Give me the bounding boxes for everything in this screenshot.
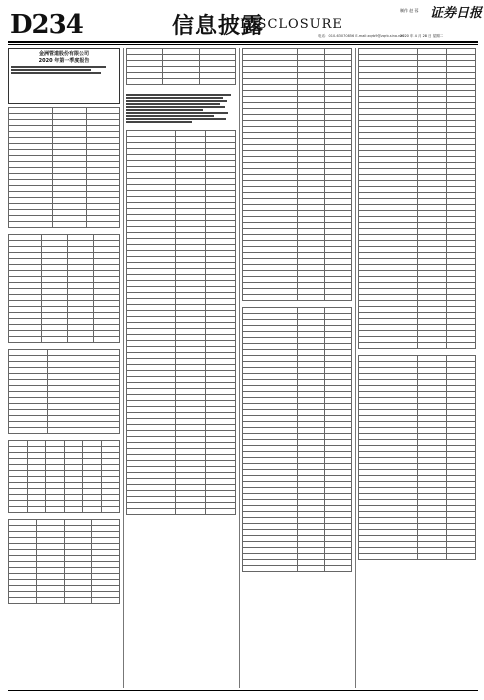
parent-cash-flow-table xyxy=(358,355,476,560)
column-2 xyxy=(126,48,236,688)
page-number: D234 xyxy=(10,10,83,40)
editor-credit: 制作 赵 蓉 xyxy=(400,8,419,13)
company-name: 金洲管道股份有限公司 xyxy=(38,51,89,57)
top-table xyxy=(126,48,236,85)
column-divider xyxy=(123,48,124,688)
contact-line: 电话：010-63070856 E-mail:zqrb9@zqrb.sina.net xyxy=(318,34,404,38)
column-4 xyxy=(358,48,476,688)
financial-table xyxy=(8,107,120,228)
column-3 xyxy=(242,48,352,688)
items-table xyxy=(8,349,120,434)
balance-sheet-table xyxy=(126,130,236,515)
report-title-box xyxy=(8,48,120,104)
investment-table xyxy=(8,519,120,604)
report-title: 2020 年第一季度报告 xyxy=(38,58,90,64)
issue-date: 2020 年 4 月 28 日 星期二 xyxy=(400,34,444,38)
newspaper-logo: 证券日报 xyxy=(430,6,483,21)
footer-rule xyxy=(8,690,478,691)
cash-flow-table xyxy=(242,307,352,572)
header-rule-thin xyxy=(8,44,478,45)
column-divider xyxy=(355,48,356,688)
page-header xyxy=(0,0,484,42)
column-divider xyxy=(239,48,240,688)
parent-balance-table xyxy=(358,48,476,349)
section-title: 信息披露 xyxy=(172,13,265,39)
column-1 xyxy=(8,48,120,688)
header-rule xyxy=(8,41,478,43)
income-statement-table xyxy=(242,48,352,301)
shareholder-table xyxy=(8,234,120,343)
commitments-table xyxy=(8,440,120,513)
text-block xyxy=(126,94,236,123)
section-title-en: DISCLOSURE xyxy=(240,17,343,32)
